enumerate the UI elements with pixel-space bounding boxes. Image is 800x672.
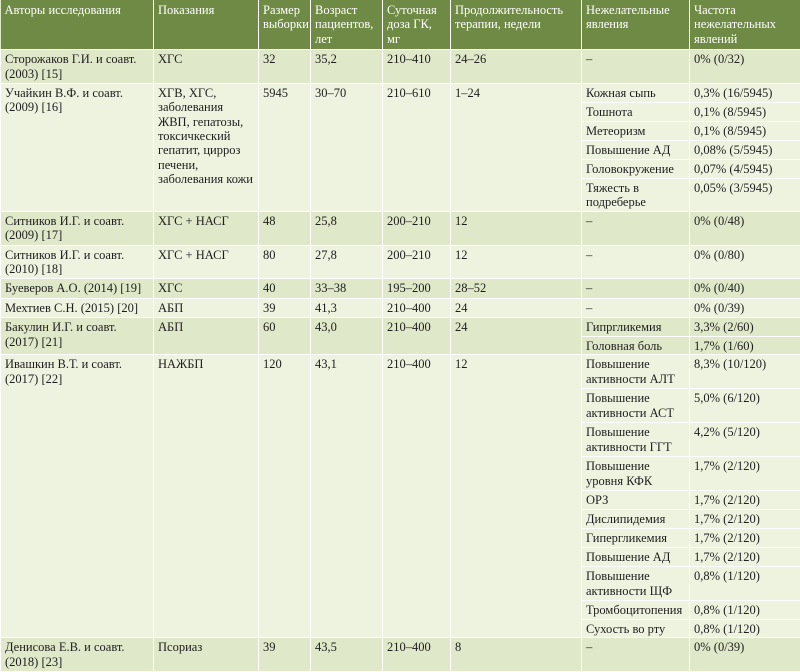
cell-duration: 12 bbox=[451, 245, 582, 279]
cell-duration: 28–52 bbox=[451, 279, 582, 298]
adverse-event-item: ОРЗ bbox=[582, 491, 689, 510]
cell-frequency bbox=[690, 50, 800, 84]
adverse-event-item: – bbox=[582, 246, 689, 263]
adverse-frequency-item: 0,07% (4/5945) bbox=[690, 160, 800, 179]
adverse-event-item: Тромбоцитопения bbox=[582, 601, 689, 620]
cell-duration: 8 bbox=[451, 638, 582, 672]
adverse-event-item: – bbox=[582, 212, 689, 229]
adverse-frequency-item: 1,7% (2/120) bbox=[690, 510, 800, 529]
table-row bbox=[1, 245, 800, 279]
cell-adverse-events bbox=[582, 298, 690, 317]
header-sample-size: Размер выборки bbox=[259, 0, 311, 50]
adverse-frequency-item: 0,8% (1/120) bbox=[690, 601, 800, 620]
adverse-frequency-item: 1,7% (2/120) bbox=[690, 457, 800, 491]
adverse-frequency-item: 1,7% (1/60) bbox=[690, 337, 800, 354]
table-row bbox=[1, 355, 800, 638]
adverse-event-item: Повышение активности АЛТ bbox=[582, 355, 689, 389]
adverse-event-item: Головная боль bbox=[582, 337, 689, 354]
header-authors: Авторы исследования bbox=[1, 0, 154, 50]
adverse-event-item: – bbox=[582, 279, 689, 296]
adverse-frequency-item: 0% (0/40) bbox=[690, 279, 800, 296]
cell-dose: 210–400 bbox=[383, 298, 451, 317]
cell-dose: 200–210 bbox=[383, 211, 451, 245]
cell-indications: ХГС + НАСГ bbox=[154, 211, 259, 245]
table-row bbox=[1, 279, 800, 298]
cell-sample-size: 39 bbox=[259, 298, 311, 317]
adverse-frequency-item: 0,05% (3/5945) bbox=[690, 179, 800, 211]
adverse-frequency-item: 0% (0/39) bbox=[690, 638, 800, 655]
adverse-event-item: Тяжесть в подреберье bbox=[582, 179, 689, 211]
cell-dose: 210–610 bbox=[383, 83, 451, 211]
adverse-frequency-item: 0,1% (8/5945) bbox=[690, 122, 800, 141]
adverse-event-item: Метеоризм bbox=[582, 122, 689, 141]
cell-authors: Денисова Е.В. и соавт. (2018) [23] bbox=[1, 638, 154, 672]
cell-age: 35,2 bbox=[311, 50, 383, 84]
table-row bbox=[1, 83, 800, 211]
table-body bbox=[1, 50, 800, 672]
adverse-frequency-item: 0% (0/39) bbox=[690, 299, 800, 316]
adverse-frequency-item: 0% (0/80) bbox=[690, 246, 800, 263]
adverse-event-item: Гипергликемия bbox=[582, 529, 689, 548]
cell-authors: Сторожаков Г.И. и соавт. (2003) [15] bbox=[1, 50, 154, 84]
cell-sample-size: 60 bbox=[259, 318, 311, 355]
adverse-frequency-item: 1,7% (2/120) bbox=[690, 548, 800, 567]
cell-authors: Ситников И.Г. и соавт. (2010) [18] bbox=[1, 245, 154, 279]
adverse-event-item: – bbox=[582, 50, 689, 67]
adverse-event-item: Головокружение bbox=[582, 160, 689, 179]
cell-age: 27,8 bbox=[311, 245, 383, 279]
cell-sample-size: 39 bbox=[259, 638, 311, 672]
cell-duration: 24 bbox=[451, 298, 582, 317]
cell-adverse-events bbox=[582, 318, 690, 355]
adverse-frequency-item: 3,3% (2/60) bbox=[690, 318, 800, 337]
cell-adverse-events bbox=[582, 211, 690, 245]
adverse-event-item: Гипргликемия bbox=[582, 318, 689, 337]
adverse-event-item: Кожная сыпь bbox=[582, 84, 689, 103]
adverse-event-item: Сухость во рту bbox=[582, 620, 689, 637]
table-row bbox=[1, 298, 800, 317]
cell-duration: 24–26 bbox=[451, 50, 582, 84]
cell-frequency bbox=[690, 318, 800, 355]
cell-frequency bbox=[690, 298, 800, 317]
cell-authors: Буеверов А.О. (2014) [19] bbox=[1, 279, 154, 298]
adverse-frequency-item: 1,7% (2/120) bbox=[690, 529, 800, 548]
cell-age: 43,0 bbox=[311, 318, 383, 355]
cell-duration: 24 bbox=[451, 318, 582, 355]
cell-sample-size: 120 bbox=[259, 355, 311, 638]
cell-indications: Псориаз bbox=[154, 638, 259, 672]
cell-indications: ХГВ, ХГС, заболевания ЖВП, гепатозы, токсичкеский гепатит, цирроз печени, заболевания кожи bbox=[154, 83, 259, 211]
cell-sample-size: 80 bbox=[259, 245, 311, 279]
adverse-event-item: Дислипидемия bbox=[582, 510, 689, 529]
cell-dose: 210–410 bbox=[383, 50, 451, 84]
adverse-frequency-item: 0,1% (8/5945) bbox=[690, 103, 800, 122]
cell-adverse-events bbox=[582, 245, 690, 279]
cell-duration: 1–24 bbox=[451, 83, 582, 211]
cell-frequency bbox=[690, 211, 800, 245]
cell-dose: 210–400 bbox=[383, 638, 451, 672]
header-age: Возраст пациентов, лет bbox=[311, 0, 383, 50]
cell-sample-size: 5945 bbox=[259, 83, 311, 211]
header-indications: Показания bbox=[154, 0, 259, 50]
cell-frequency bbox=[690, 83, 800, 211]
header-frequency: Частота нежелательных явлений bbox=[690, 0, 800, 50]
cell-adverse-events bbox=[582, 279, 690, 298]
table-row bbox=[1, 50, 800, 84]
cell-dose: 210–400 bbox=[383, 355, 451, 638]
cell-authors: Мехтиев С.Н. (2015) [20] bbox=[1, 298, 154, 317]
adverse-event-item: Повышение активности ЩФ bbox=[582, 567, 689, 601]
cell-age: 43,1 bbox=[311, 355, 383, 638]
adverse-frequency-item: 8,3% (10/120) bbox=[690, 355, 800, 389]
table-row bbox=[1, 318, 800, 355]
adverse-frequency-item: 0,8% (1/120) bbox=[690, 620, 800, 637]
adverse-frequency-item: 1,7% (2/120) bbox=[690, 491, 800, 510]
cell-age: 33–38 bbox=[311, 279, 383, 298]
adverse-frequency-item: 0,3% (16/5945) bbox=[690, 84, 800, 103]
cell-sample-size: 48 bbox=[259, 211, 311, 245]
cell-adverse-events bbox=[582, 83, 690, 211]
header-dose: Суточная доза ГК, мг bbox=[383, 0, 451, 50]
cell-authors: Ивашкин В.Т. и соавт. (2017) [22] bbox=[1, 355, 154, 638]
adverse-event-item: Повышение активности ГГТ bbox=[582, 423, 689, 457]
adverse-event-item: Повышение АД bbox=[582, 141, 689, 160]
cell-authors: Учайкин В.Ф. и соавт. (2009) [16] bbox=[1, 83, 154, 211]
cell-dose: 200–210 bbox=[383, 245, 451, 279]
cell-adverse-events bbox=[582, 355, 690, 638]
cell-age: 30–70 bbox=[311, 83, 383, 211]
cell-indications: ХГС bbox=[154, 50, 259, 84]
adverse-event-item: – bbox=[582, 638, 689, 655]
adverse-frequency-item: 0,8% (1/120) bbox=[690, 567, 800, 601]
cell-indications: ХГС bbox=[154, 279, 259, 298]
cell-frequency bbox=[690, 245, 800, 279]
adverse-frequency-item: 0% (0/48) bbox=[690, 212, 800, 229]
cell-age: 41,3 bbox=[311, 298, 383, 317]
header-duration: Продолжительность терапии, недели bbox=[451, 0, 582, 50]
cell-sample-size: 32 bbox=[259, 50, 311, 84]
adverse-event-item: – bbox=[582, 299, 689, 316]
table-row bbox=[1, 211, 800, 245]
cell-duration: 12 bbox=[451, 355, 582, 638]
cell-indications: НАЖБП bbox=[154, 355, 259, 638]
header-row bbox=[1, 0, 800, 50]
cell-indications: АБП bbox=[154, 318, 259, 355]
cell-indications: АБП bbox=[154, 298, 259, 317]
cell-duration: 12 bbox=[451, 211, 582, 245]
cell-authors: Ситников И.Г. и соавт. (2009) [17] bbox=[1, 211, 154, 245]
cell-age: 25,8 bbox=[311, 211, 383, 245]
adverse-event-item: Повышение активности АСТ bbox=[582, 389, 689, 423]
cell-authors: Бакулин И.Г. и соавт. (2017) [21] bbox=[1, 318, 154, 355]
cell-frequency bbox=[690, 355, 800, 638]
cell-sample-size: 40 bbox=[259, 279, 311, 298]
cell-dose: 210–400 bbox=[383, 318, 451, 355]
cell-adverse-events bbox=[582, 50, 690, 84]
cell-indications: ХГС + НАСГ bbox=[154, 245, 259, 279]
adverse-frequency-item: 0% (0/32) bbox=[690, 50, 800, 67]
adverse-event-item: Повышение АД bbox=[582, 548, 689, 567]
adverse-frequency-item: 0,08% (5/5945) bbox=[690, 141, 800, 160]
cell-dose: 195–200 bbox=[383, 279, 451, 298]
header-adverse-events: Нежелательные явления bbox=[582, 0, 690, 50]
adverse-frequency-item: 5,0% (6/120) bbox=[690, 389, 800, 423]
cell-age: 43,5 bbox=[311, 638, 383, 672]
adverse-frequency-item: 4,2% (5/120) bbox=[690, 423, 800, 457]
cell-frequency bbox=[690, 279, 800, 298]
adverse-event-item: Повышение уровня КФК bbox=[582, 457, 689, 491]
adverse-event-item: Тошнота bbox=[582, 103, 689, 122]
